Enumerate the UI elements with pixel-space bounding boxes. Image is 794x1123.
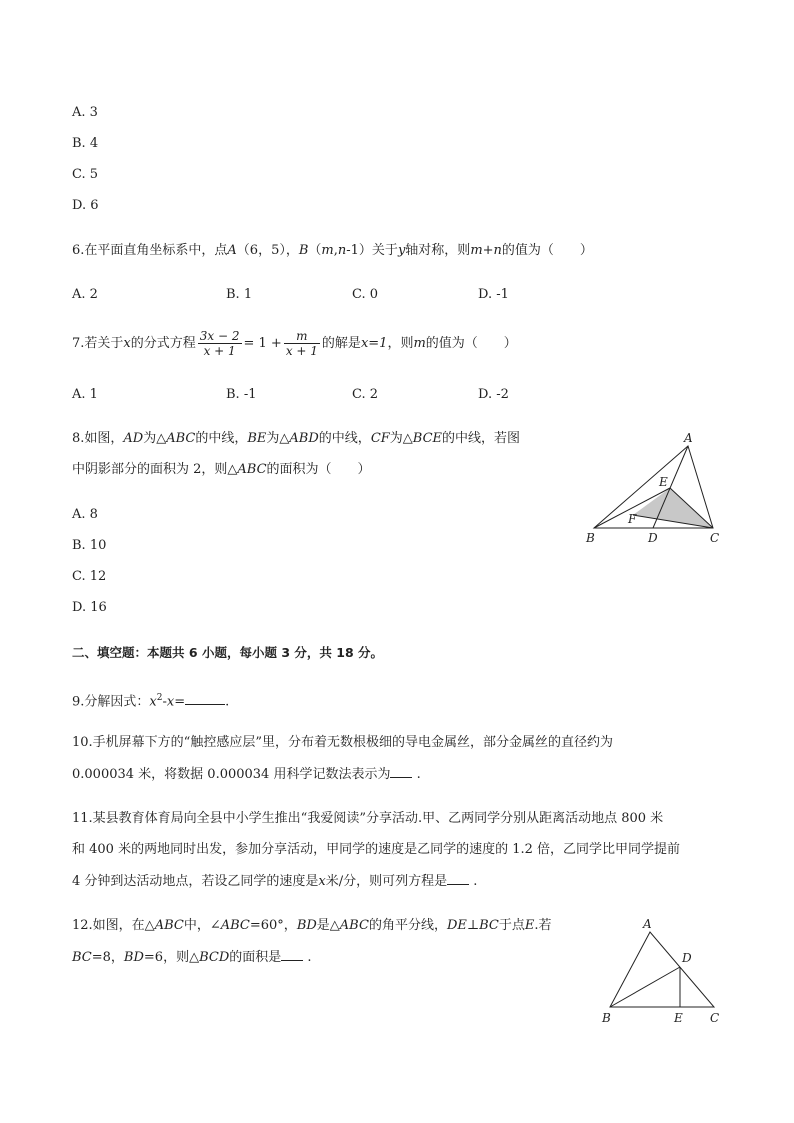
q5-option-c: C. 5 — [72, 167, 99, 182]
q8-option-b: B. 10 — [72, 538, 107, 553]
q10-stem-line2 — [72, 765, 421, 784]
q8-label-b: B — [586, 531, 595, 545]
q12-text: =6，则△ — [143, 950, 200, 965]
q12-text: 是△ — [316, 918, 340, 933]
q9-text: - — [162, 694, 167, 710]
q11-text: 4 分钟到达活动地点，若设乙同学的速度是 — [72, 874, 319, 889]
q7-option-c: C. 2 — [352, 387, 379, 402]
q8-option-d: D. 16 — [72, 600, 107, 615]
q8-label-f: F — [628, 512, 637, 526]
q12-stem-line2 — [72, 948, 312, 967]
q6-text: 轴对称，则 — [405, 243, 471, 258]
q6-var: A — [227, 243, 237, 258]
q7-text: 的分式方程 — [130, 336, 196, 351]
q7-var: x — [123, 336, 131, 351]
q12-triangle-figure — [596, 912, 746, 1032]
q11-text: . — [473, 874, 478, 889]
q8-label-e: E — [659, 475, 668, 489]
q6-option-a: A. 2 — [72, 287, 98, 302]
q8-var: BE — [247, 431, 267, 446]
q8-option-c: C. 12 — [72, 569, 107, 584]
q6-var: m+n — [470, 243, 502, 258]
q8-var: CF — [370, 431, 390, 446]
section-text: 小题，每小题 — [201, 645, 277, 660]
q12-label-b: B — [602, 1011, 611, 1025]
q7-stem — [72, 326, 517, 362]
q12-triangle-abc — [610, 932, 714, 1007]
section-number: 18 — [336, 645, 354, 660]
q8-stem-line2 — [72, 461, 371, 479]
q12-label-a: A — [643, 917, 652, 931]
q9-stem — [72, 689, 229, 711]
q7-fraction-left — [198, 329, 242, 358]
q9-text: . — [225, 694, 230, 710]
fraction-denominator: x + 1 — [285, 344, 318, 358]
q8-var: BCE — [412, 431, 443, 446]
q7-var: m — [413, 336, 426, 351]
q8-label-a: A — [684, 431, 693, 445]
q6-text: 的值为（ ） — [501, 243, 593, 258]
q10-text: . — [416, 767, 421, 782]
q8-text: 中阴影部分的面积为 2，则△ — [72, 462, 238, 477]
answer-blank[interactable] — [390, 765, 412, 778]
q5-option-d: D. 6 — [72, 198, 99, 213]
q12-text: 的面积是 — [229, 950, 282, 965]
q9-exponent: 2 — [156, 693, 163, 703]
q8-text: 的中线，若图 — [442, 431, 521, 446]
section-text: 分。 — [358, 645, 384, 660]
q7-var: x=1 — [360, 336, 388, 351]
fraction-numerator: m — [284, 329, 320, 344]
q8-var: ABC — [237, 462, 267, 477]
q7-option-d: D. -2 — [478, 387, 509, 402]
answer-blank[interactable] — [185, 692, 225, 705]
q7-text: 的值为（ ） — [425, 336, 517, 351]
q6-option-d: D. -1 — [478, 287, 509, 302]
q12-text: 的角平分线， — [368, 918, 447, 933]
q5-option-b: B. 4 — [72, 136, 99, 151]
q6-var: m — [321, 243, 334, 258]
q9-text: = — [174, 694, 186, 710]
q11-stem-line2: 和 400 米的两地同时出发，参加分享活动，甲同学的速度是乙同学的速度的 1.2 倍，乙同学比甲同学提前 — [72, 842, 681, 857]
section-2-heading — [72, 644, 383, 662]
q12-stem-line1 — [72, 917, 552, 935]
q6-var: B — [298, 243, 309, 258]
q6-var: n — [337, 243, 347, 258]
section-text: 分，共 — [294, 645, 332, 660]
q5-option-a: A. 3 — [72, 105, 98, 120]
q8-text: 为△ — [266, 431, 290, 446]
q12-label-d: D — [682, 951, 692, 965]
q6-option-b: B. 1 — [226, 287, 253, 302]
q12-var: ABC — [220, 918, 250, 933]
section-number: 6 — [188, 645, 198, 660]
q8-label-d: D — [648, 531, 658, 545]
q12-var: ABC — [339, 918, 369, 933]
q8-text: 为△ — [143, 431, 167, 446]
q8-text: 的中线， — [195, 431, 248, 446]
q6-option-c: C. 0 — [352, 287, 379, 302]
q8-var: ABC — [166, 431, 196, 446]
q8-triangle-figure — [580, 428, 740, 548]
q12-label-c: C — [710, 1011, 720, 1025]
q9-var: x — [149, 694, 157, 710]
q7-text: 的解是 — [321, 336, 361, 351]
q11-stem-line3 — [72, 872, 477, 891]
fraction-numerator: 3x − 2 — [199, 329, 240, 343]
fraction-denominator: x + 1 — [203, 344, 236, 358]
q8-text: 的面积为（ ） — [266, 462, 371, 477]
q8-option-a: A. 8 — [72, 507, 98, 522]
q12-var: BC — [72, 950, 92, 965]
q6-stem — [72, 242, 593, 260]
q12-var: BCD — [199, 950, 230, 965]
q6-var: y — [397, 243, 406, 258]
q12-text: 于点 — [498, 918, 525, 933]
q11-var: x — [318, 874, 326, 889]
q12-var: E — [524, 918, 535, 933]
q7-option-a: A. 1 — [72, 387, 98, 402]
q10-text: 0.000034 米，将数据 0.000034 用科学记数法表示为 — [72, 767, 391, 782]
q12-text: =60°， — [249, 918, 297, 933]
q8-var: ABD — [289, 431, 319, 446]
q12-text: .若 — [534, 918, 552, 933]
q8-text: 的中线， — [318, 431, 371, 446]
q8-text: 为△ — [389, 431, 413, 446]
q12-var: BD — [123, 950, 144, 965]
q12-text: 12.如图，在△ — [72, 918, 155, 933]
q8-label-c: C — [710, 531, 720, 545]
q12-var: BD — [296, 918, 317, 933]
q7-text: = 1 + — [243, 336, 282, 351]
q10-stem-line1: 10.手机屏幕下方的“触控感应层”里，分布着无数根极细的导电金属丝，部分金属丝的直径约为 — [72, 735, 613, 750]
q12-label-e: E — [674, 1011, 683, 1025]
q7-option-b: B. -1 — [226, 387, 257, 402]
section-number: 3 — [281, 645, 291, 660]
section-text: 二、填空题：本题共 — [72, 645, 185, 660]
q12-var: ABC — [154, 918, 184, 933]
q8-stem-line1 — [72, 430, 520, 448]
q7-text: 7.若关于 — [72, 336, 124, 351]
answer-blank[interactable] — [281, 948, 303, 961]
q6-text: -1）关于 — [346, 243, 398, 258]
q12-var: DE⊥BC — [446, 918, 499, 933]
answer-blank[interactable] — [447, 872, 469, 885]
q6-text: 6.在平面直角坐标系中，点 — [72, 243, 228, 258]
q8-text: 8.如图， — [72, 431, 124, 446]
q11-text: 米/分，则可列方程是 — [325, 874, 448, 889]
q9-text: 9.分解因式： — [72, 694, 150, 710]
q6-text: （ — [308, 243, 322, 258]
q6-text: , — [333, 243, 338, 258]
q12-text: . — [307, 950, 312, 965]
q7-text: ，则 — [387, 336, 414, 351]
q6-text: （6，5）， — [236, 243, 299, 258]
q12-text: 中，∠ — [183, 918, 221, 933]
q11-stem-line1: 11.某县教育体育局向全县中小学生推出“我爱阅读”分享活动.甲、乙两同学分别从距离活动地点 800 米 — [72, 811, 664, 826]
q9-var: x — [166, 694, 175, 710]
q8-var: AD — [123, 431, 144, 446]
q7-fraction-right — [284, 329, 320, 358]
q12-text: =8， — [91, 950, 124, 965]
